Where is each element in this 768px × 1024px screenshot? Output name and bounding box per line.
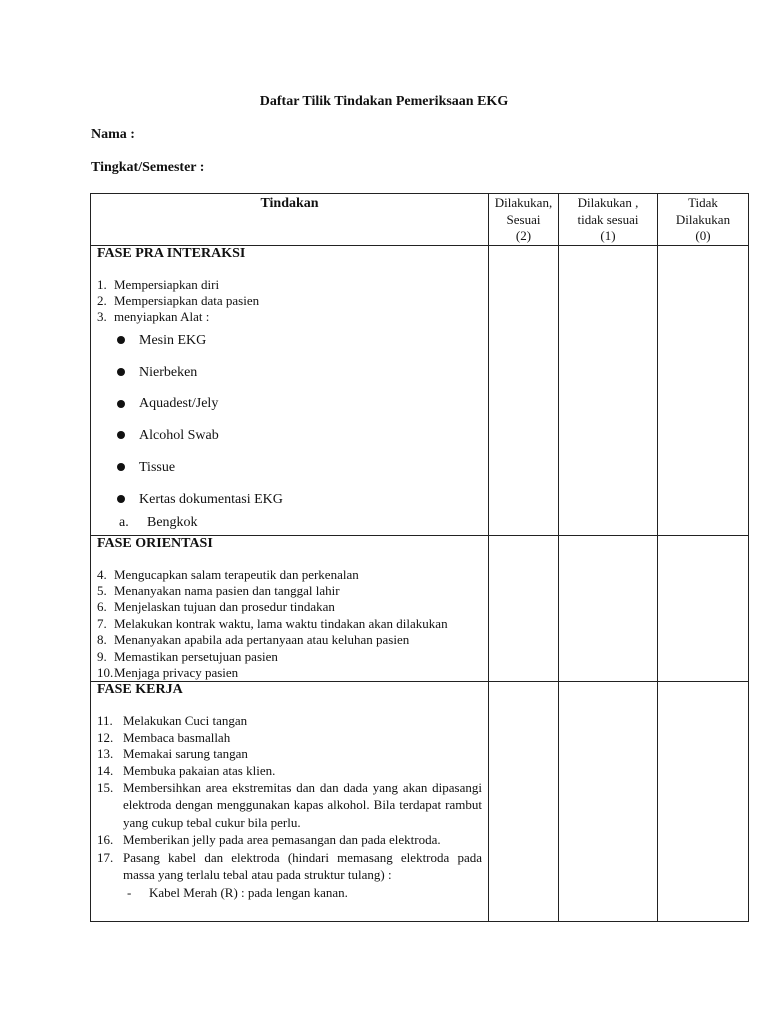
header-not-done-l3: (0) [695, 228, 711, 243]
item-number: 13. [97, 746, 114, 762]
header-done-incorrect-l3: (1) [600, 228, 616, 243]
tool-item [97, 332, 482, 364]
item-text: Mempersiapkan diri [114, 276, 220, 292]
header-done-correct-l1: Dilakukan, [494, 195, 553, 210]
score-cell[interactable] [559, 682, 658, 922]
tool-text: Tissue [139, 459, 176, 475]
score-cell[interactable] [489, 535, 559, 682]
score-cell[interactable] [489, 682, 559, 922]
tool-text: Kertas dokumentasi EKG [139, 491, 283, 507]
item-number: 11. [97, 713, 113, 729]
tool-text: Alcohol Swab [139, 428, 219, 444]
item-number: 8. [97, 632, 107, 648]
score-cell[interactable] [559, 535, 658, 682]
item-text: Membuka pakaian atas klien. [123, 762, 276, 778]
checklist-table [90, 193, 749, 922]
section-orientation [91, 535, 749, 682]
pre-items [97, 277, 482, 326]
item-text: Melakukan Cuci tangan [123, 713, 248, 729]
list-item [97, 583, 482, 599]
list-item [97, 567, 482, 583]
tool-text: Nierbeken [139, 364, 198, 380]
orientation-cell [91, 535, 489, 682]
item-text: Melakukan kontrak waktu, lama waktu tindakan akan dilakukan [114, 615, 448, 631]
header-done-correct-l3: (2) [515, 228, 532, 243]
item-text: Pasang kabel dan elektroda (hindari memasang elektroda pada massa yang terlalu tebal atau pada struktur tulang) : [123, 849, 482, 883]
item-text: Memberikan jelly pada area pemasangan dan pada elektroda. [123, 832, 441, 848]
item-number: 5. [97, 582, 107, 598]
header-not-done-l1: Tidak [688, 195, 718, 210]
header-done-incorrect-l1: Dilakukan , [577, 195, 639, 210]
score-cell[interactable] [658, 682, 749, 922]
list-item [97, 632, 482, 648]
header-done-correct-l2: Sesuai [506, 211, 541, 227]
item-text: Menjaga privacy pasien [114, 664, 239, 680]
header-done-correct [489, 194, 559, 246]
sub-letter: a. [119, 514, 129, 530]
list-item [97, 277, 482, 293]
item-number: 3. [97, 309, 107, 325]
list-item [97, 665, 482, 681]
item-text: Menanyakan nama pasien dan tanggal lahir [114, 582, 340, 598]
sub-text: Bengkok [147, 514, 198, 530]
item-text: Mengucapkan salam terapeutik dan perkenalan [114, 566, 359, 582]
list-item [97, 649, 482, 665]
name-label: Nama : [91, 127, 135, 142]
tool-item [97, 491, 482, 515]
list-item [97, 746, 482, 762]
section-pre-interaction [91, 245, 749, 535]
header-not-done [658, 194, 749, 246]
list-item [97, 309, 482, 325]
section-title: FASE KERJA [97, 682, 183, 698]
item-number: 2. [97, 292, 107, 308]
item-text: Membersihkan area ekstremitas dan dan dada yang akan dipasangi elektroda dengan menggunakan kapas alkohol. Bila terdapat rambut yang cukup tebal cukur bila perlu. [123, 779, 482, 830]
list-item [97, 713, 482, 729]
item-text: Menanyakan apabila ada pertanyaan atau keluhan pasien [114, 632, 410, 648]
work-cell [91, 682, 489, 922]
list-item [97, 599, 482, 615]
bullet-icon [117, 431, 125, 439]
dash-marker: - [127, 884, 132, 900]
section-title: FASE PRA INTERAKSI [97, 245, 246, 261]
item-number: 12. [97, 729, 114, 745]
tools-list [97, 332, 482, 515]
bullet-icon [117, 463, 125, 471]
header-done-incorrect-l2: tidak sesuai [577, 211, 639, 227]
tool-text: Mesin EKG [139, 332, 207, 348]
tool-item [97, 395, 482, 427]
item-number: 15. [97, 779, 114, 795]
header-done-incorrect [559, 194, 658, 246]
orientation-items [97, 567, 482, 682]
tool-text: Aquadest/Jely [139, 396, 219, 412]
item-text: Mempersiapkan data pasien [114, 292, 260, 308]
list-item [97, 849, 482, 884]
item-text: Memakai sarung tangan [123, 746, 248, 762]
tool-item [97, 364, 482, 396]
sub-item [97, 515, 482, 531]
score-cell[interactable] [658, 245, 749, 535]
pre-interaction-cell [91, 245, 489, 535]
document-title: Daftar Tilik Tindakan Pemeriksaan EKG [259, 94, 509, 109]
list-item [97, 293, 482, 309]
header-action: Tindakan [91, 194, 489, 246]
dash-item [97, 884, 482, 901]
item-number: 4. [97, 566, 107, 582]
score-cell[interactable] [658, 535, 749, 682]
list-item [97, 763, 482, 779]
bullet-icon [117, 400, 125, 408]
tool-item [97, 427, 482, 459]
bullet-icon [117, 336, 125, 344]
item-text: menyiapkan Alat : [114, 309, 210, 325]
item-number: 16. [97, 832, 114, 848]
score-cell[interactable] [559, 245, 658, 535]
tool-item [97, 459, 482, 491]
item-text: Memastikan persetujuan pasien [114, 648, 278, 664]
list-item [97, 831, 482, 849]
item-number: 10. [97, 664, 114, 680]
item-number: 14. [97, 762, 114, 778]
header-not-done-l2: Dilakukan [675, 211, 731, 227]
item-number: 17. [97, 849, 114, 865]
item-number: 1. [97, 276, 107, 292]
bullet-icon [117, 368, 125, 376]
item-number: 9. [97, 648, 107, 664]
item-text: Menjelaskan tujuan dan prosedur tindakan [114, 599, 335, 615]
section-title: FASE ORIENTASI [97, 535, 213, 551]
bullet-icon [117, 495, 125, 503]
dash-text: Kabel Merah (R) : pada lengan kanan. [149, 884, 348, 900]
list-item [97, 616, 482, 632]
score-cell[interactable] [489, 245, 559, 535]
section-work [91, 682, 749, 922]
header-row [91, 194, 749, 246]
level-label: Tingkat/Semester : [91, 160, 205, 175]
item-number: 7. [97, 615, 107, 631]
item-number: 6. [97, 599, 107, 615]
item-text: Membaca basmallah [123, 729, 231, 745]
list-item [97, 730, 482, 746]
list-item [97, 779, 482, 832]
work-items [97, 713, 482, 884]
